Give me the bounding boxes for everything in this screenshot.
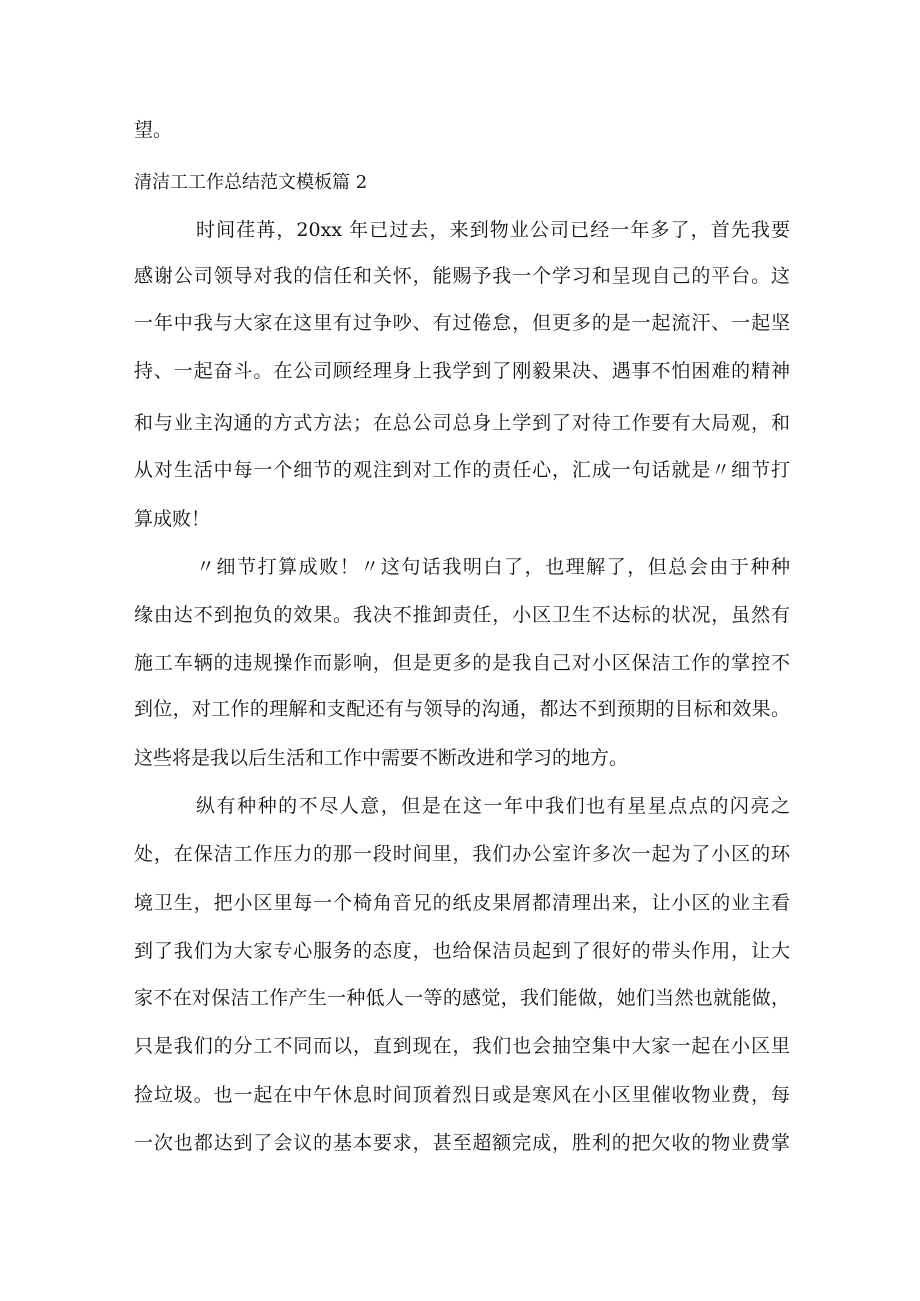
text-line-14: 纵有种种的不尽人意，但是在这一年中我们也有星星点点的闪亮之: [196, 795, 790, 817]
text-line-13: 这些将是我以后生活和工作中需要不断改进和学习的地方。: [134, 747, 629, 769]
text-line-7: 从对生活中每一个细节的观注到对工作的责任心，汇成一句话就是〃细节打: [134, 459, 790, 481]
text-line-5: 持、一起奋斗。在公司顾经理身上我学到了刚毅果决、遇事不怕困难的精神: [134, 360, 790, 382]
text-line-21: 一次也都达到了会议的基本要求，甚至超额完成，胜利的把欠收的物业费掌: [134, 1132, 790, 1154]
text-line-2: 时间荏苒，20xx 年已过去，来到物业公司已经一年多了，首先我要: [196, 219, 790, 241]
text-line-3: 感谢公司领导对我的信任和关怀，能赐予我一个学习和呈现自己的平台。这: [134, 265, 790, 287]
text-line-18: 家不在对保洁工作产生一种低人一等的感觉，我们能做，她们当然也就能做，: [134, 987, 790, 1009]
text-line-15: 处，在保洁工作压力的那一段时间里，我们办公室许多次一起为了小区的环: [134, 843, 790, 865]
text-line-0: 望。: [134, 119, 173, 141]
text-line-16: 境卫生，把小区里每一个椅角音兄的纸皮果屑都清理出来，让小区的业主看: [134, 892, 790, 914]
text-line-4: 一年中我与大家在这里有过争吵、有过倦怠，但更多的是一起流汗、一起坚: [134, 312, 790, 334]
text-line-17: 到了我们为大家专心服务的态度，也给保洁员起到了很好的带头作用，让大: [134, 940, 790, 962]
section-heading: 清洁工工作总结范文模板篇 2: [134, 172, 368, 193]
text-line-12: 到位，对工作的理解和支配还有与领导的沟通，都达不到预期的目标和效果。: [134, 698, 790, 720]
text-line-8: 算成败！: [134, 508, 211, 530]
text-line-6: 和与业主沟通的方式方法；在总公司总身上学到了对待工作要有大局观，和: [134, 412, 790, 434]
text-line-11: 施工车辆的违规操作而影响，但是更多的是我自己对小区保洁工作的掌控不: [134, 652, 790, 674]
text-line-20: 捡垃圾。也一起在中午休息时间顶着烈日或是寒风在小区里催收物业费，每: [134, 1084, 790, 1106]
text-line-9: 〃细节打算成败！〃这句话我明白了，也理解了，但总会由于种种: [196, 556, 790, 578]
text-line-19: 只是我们的分工不同而以，直到现在，我们也会抽空集中大家一起在小区里: [134, 1035, 790, 1057]
text-line-10: 缘由达不到抱负的效果。我决不推卸责任，小区卫生不达标的状况，虽然有: [134, 604, 790, 626]
